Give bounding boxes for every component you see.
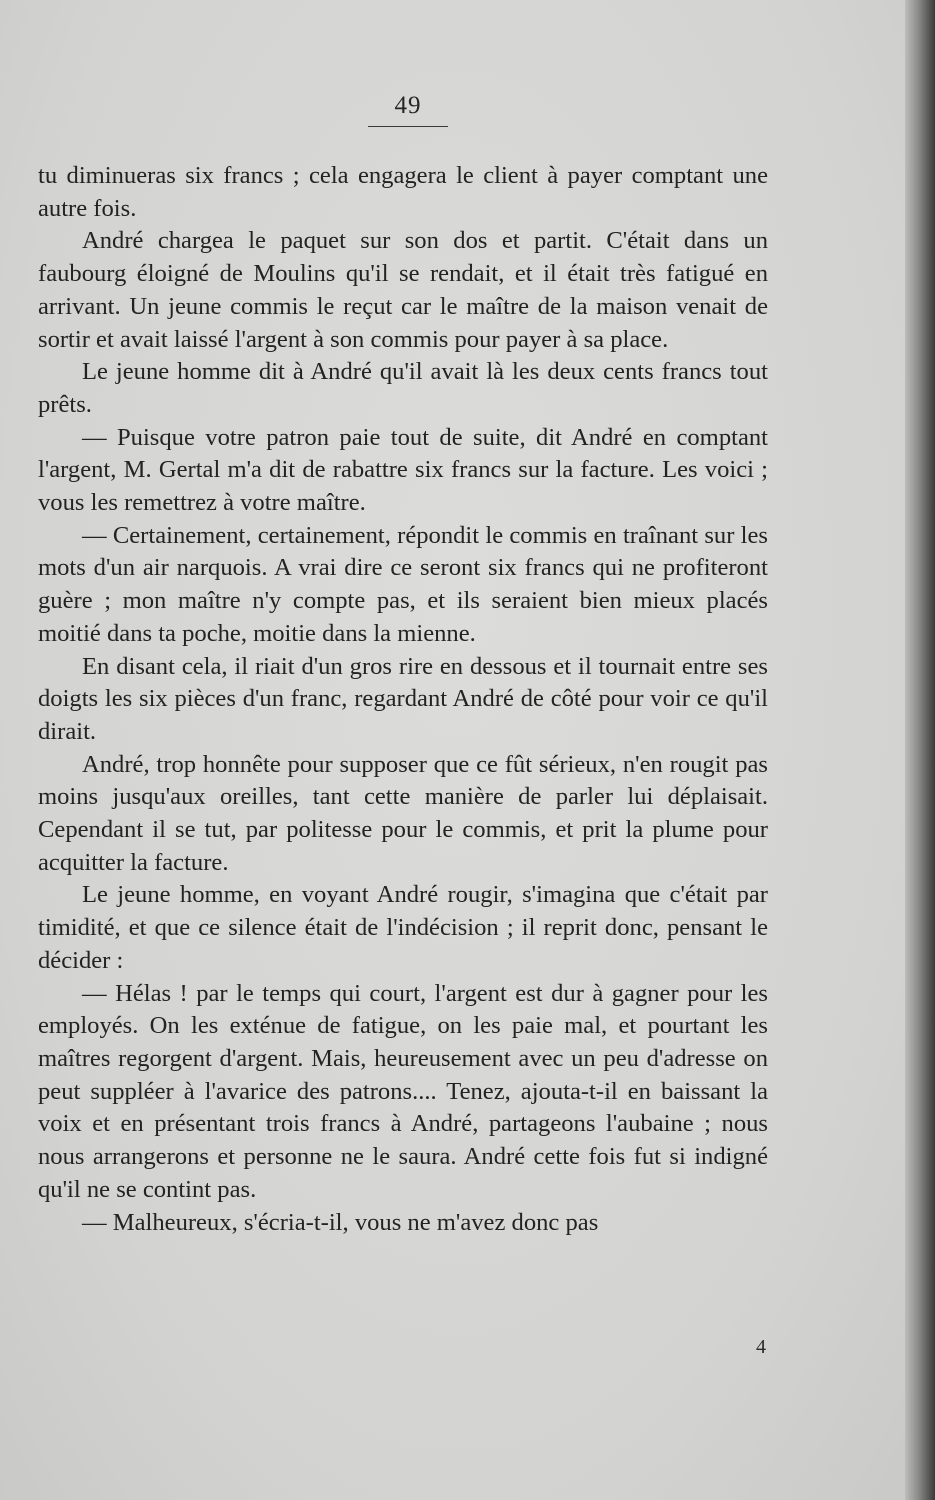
paragraph: En disant cela, il riait d'un gros rire en dessous et il tournait entre ses doigts les six pièces d'un franc, regardant André de côté pour voir ce qu'il dirait. bbox=[38, 652, 768, 745]
paragraph: tu diminueras six francs ; cela engagera le client à payer comptant une autre fois. bbox=[38, 162, 768, 222]
paragraph: André chargea le paquet sur son dos et partit. C'était dans un faubourg éloigné de Moulins qu'il se rendait, et il était très fatigué en arrivant. Un jeune commis le reçut car le maître de la maison venait de sortir et avait laissé l'argent à son commis pour payer à sa place. bbox=[38, 227, 768, 353]
paragraph: — Certainement, certainement, répondit le commis en traînant sur les mots d'un air narquois. A vrai dire ce seront six francs qui ne profiteront guère ; mon maître n'y compte pas, et ils seraient bien mieux placés moitié dans ta poche, moitie dans la mienne. bbox=[38, 521, 768, 647]
signature-mark: 4 bbox=[756, 1336, 766, 1358]
paragraph: — Puisque votre patron paie tout de suite, dit André en comptant l'argent, M. Gertal m'a dit de rabattre six francs sur la facture. Les voici ; vous les remettrez à votre maître. bbox=[38, 423, 768, 517]
paragraph: — Hélas ! par le temps qui court, l'argent est dur à gagner pour les employés. On les exténue de fatigue, on les paie mal, et pourtant les maîtres regorgent d'argent. Mais, heureusement avec un peu d'adresse on peut suppléer à l'avarice des patrons.... Tenez, ajouta-t-il en baissant la voix et en présentant trois francs à André, partageons l'aubaine ; nous nous arrangerons et personne ne le saura. André cette fois fut si indigné qu'il ne se contint pas. bbox=[38, 979, 768, 1203]
paragraph: André, trop honnête pour supposer que ce fût sérieux, n'en rougit pas moins jusqu'aux oreilles, tant cette manière de parler lui déplaisait. Cependant il se tut, par politesse pour le commis, et prit la plume pour acquitter la facture. bbox=[38, 750, 768, 876]
page-edge-shadow bbox=[905, 0, 935, 1500]
page-number: 49 bbox=[394, 92, 422, 119]
header-rule bbox=[368, 126, 448, 127]
paragraph: — Malheureux, s'écria-t-il, vous ne m'avez donc pas bbox=[82, 1208, 599, 1236]
paragraph: Le jeune homme dit à André qu'il avait là les deux cents francs tout prêts. bbox=[38, 358, 768, 418]
paragraph: Le jeune homme, en voyant André rougir, s'imagina que c'était par timidité, et que ce silence était de l'indécision ; il reprit donc, pensant le décider : bbox=[38, 881, 768, 974]
body-text bbox=[38, 160, 768, 1239]
